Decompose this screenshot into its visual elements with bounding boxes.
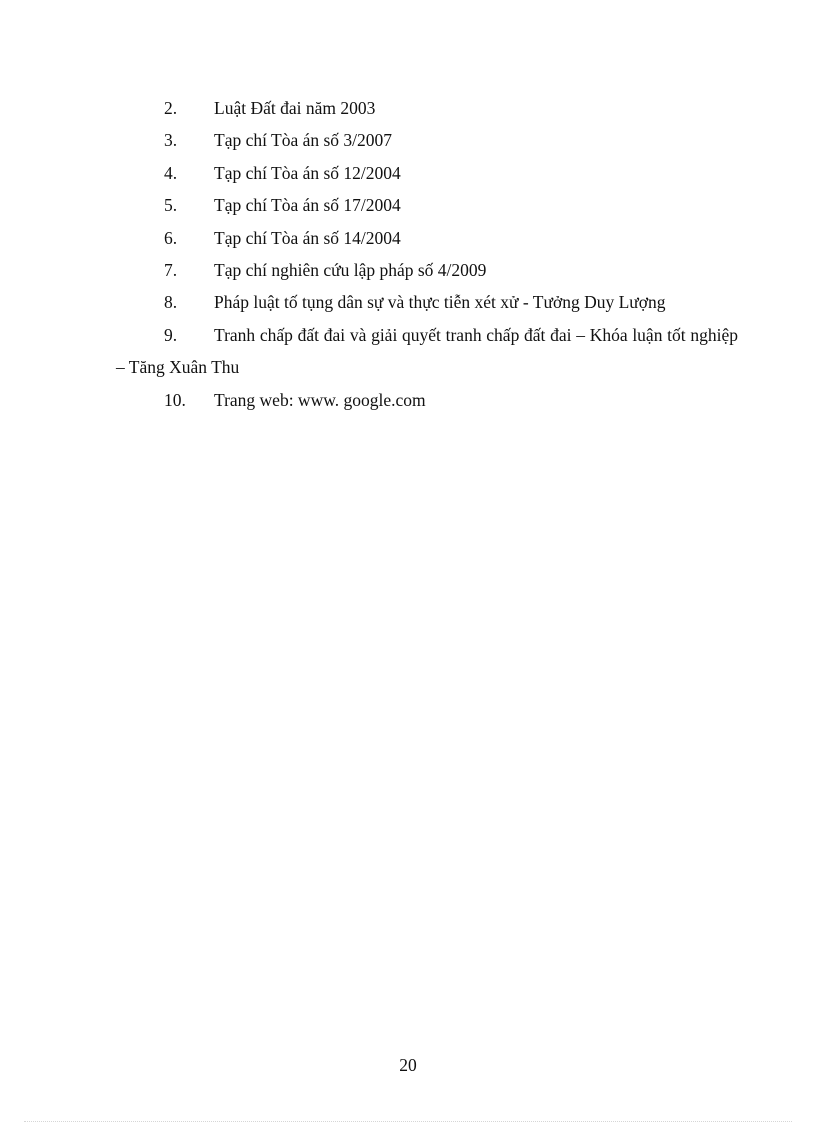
reference-item <box>0 124 816 156</box>
reference-text: Tạp chí Tòa án số 3/2007 <box>214 130 393 151</box>
reference-number: 3. <box>164 130 178 151</box>
reference-number: 10. <box>164 389 186 410</box>
reference-item <box>0 92 816 124</box>
reference-text: Tạp chí Tòa án số 12/2004 <box>214 162 401 183</box>
reference-item <box>0 254 816 286</box>
reference-text: Trang web: www. google.com <box>214 389 426 410</box>
page-number: 20 <box>399 1055 417 1075</box>
reference-number: 4. <box>164 162 178 183</box>
reference-number: 7. <box>164 259 178 280</box>
reference-text: Tranh chấp đất đai và giải quyết tranh chấp đất đai – Khóa luận tốt nghiệp – Tăng Xuân Thu <box>116 324 738 378</box>
reference-item <box>0 286 816 318</box>
reference-text: Pháp luật tố tụng dân sự và thực tiễn xét xử - Tưởng Duy Lượng <box>214 292 666 313</box>
reference-text: Tạp chí Tòa án số 14/2004 <box>214 227 401 248</box>
reference-number: 9. <box>164 324 178 345</box>
reference-number: 8. <box>164 292 178 313</box>
reference-item <box>0 189 816 221</box>
page-bottom-divider <box>24 1121 792 1122</box>
reference-text: Tạp chí Tòa án số 17/2004 <box>214 195 401 216</box>
reference-list <box>0 92 816 416</box>
reference-text: Tạp chí nghiên cứu lập pháp số 4/2009 <box>214 259 487 280</box>
reference-number: 2. <box>164 98 178 118</box>
reference-item <box>0 384 816 416</box>
reference-text: Luật Đất đai năm 2003 <box>214 98 376 118</box>
reference-item <box>0 319 816 384</box>
reference-number: 5. <box>164 195 178 216</box>
reference-number: 6. <box>164 227 178 248</box>
reference-item <box>0 222 816 254</box>
reference-item <box>0 157 816 189</box>
